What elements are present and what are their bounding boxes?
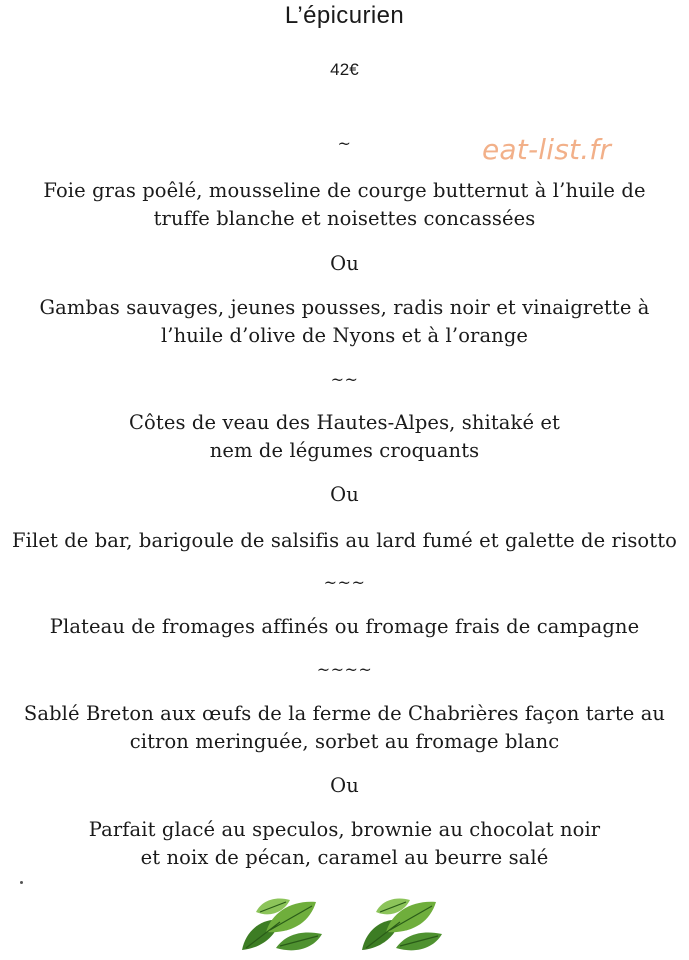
main-option2-line1: Filet de bar, barigoule de salsifis au lard fumé et galette de risotto <box>12 529 677 552</box>
separator-2: ~~ <box>330 370 359 389</box>
dessert-option2-line2: et noix de pécan, caramel au beurre salé <box>140 846 549 869</box>
cheese-line1: Plateau de fromages affinés ou fromage frais de campagne <box>49 615 640 638</box>
starter-option1-line1: Foie gras poêlé, mousseline de courge butternut à l’huile de <box>43 179 646 202</box>
starter-option2-line2: l’huile d’olive de Nyons et à l’orange <box>160 324 529 347</box>
main-option1-line2: nem de légumes croquants <box>209 439 480 462</box>
mint-leaf-icon <box>356 892 446 956</box>
or-label-3: Ou <box>330 774 359 797</box>
paper-speck <box>20 881 23 884</box>
dessert-option1-line1: Sablé Breton aux œufs de la ferme de Chabrières façon tarte au <box>23 702 666 725</box>
menu-title: L’épicurien <box>284 2 405 29</box>
mint-leaf-icon <box>236 892 326 956</box>
separator-3: ~~~ <box>323 573 366 592</box>
menu-price: 42€ <box>330 60 359 79</box>
separator-4: ~~~~ <box>316 660 373 679</box>
or-label-2: Ou <box>330 483 359 506</box>
main-option1-line1: Côtes de veau des Hautes-Alpes, shitaké et <box>129 411 560 434</box>
dessert-option2-line1: Parfait glacé au speculos, brownie au chocolat noir <box>88 818 601 841</box>
dessert-option1-line2: citron meringuée, sorbet au fromage blanc <box>129 730 560 753</box>
or-label-1: Ou <box>330 252 359 275</box>
watermark-logo: eat-list.fr <box>482 133 612 166</box>
separator-1: ~ <box>337 134 352 153</box>
starter-option1-line2: truffe blanche et noisettes concassées <box>153 207 536 230</box>
starter-option2-line1: Gambas sauvages, jeunes pousses, radis noir et vinaigrette à <box>39 296 650 319</box>
